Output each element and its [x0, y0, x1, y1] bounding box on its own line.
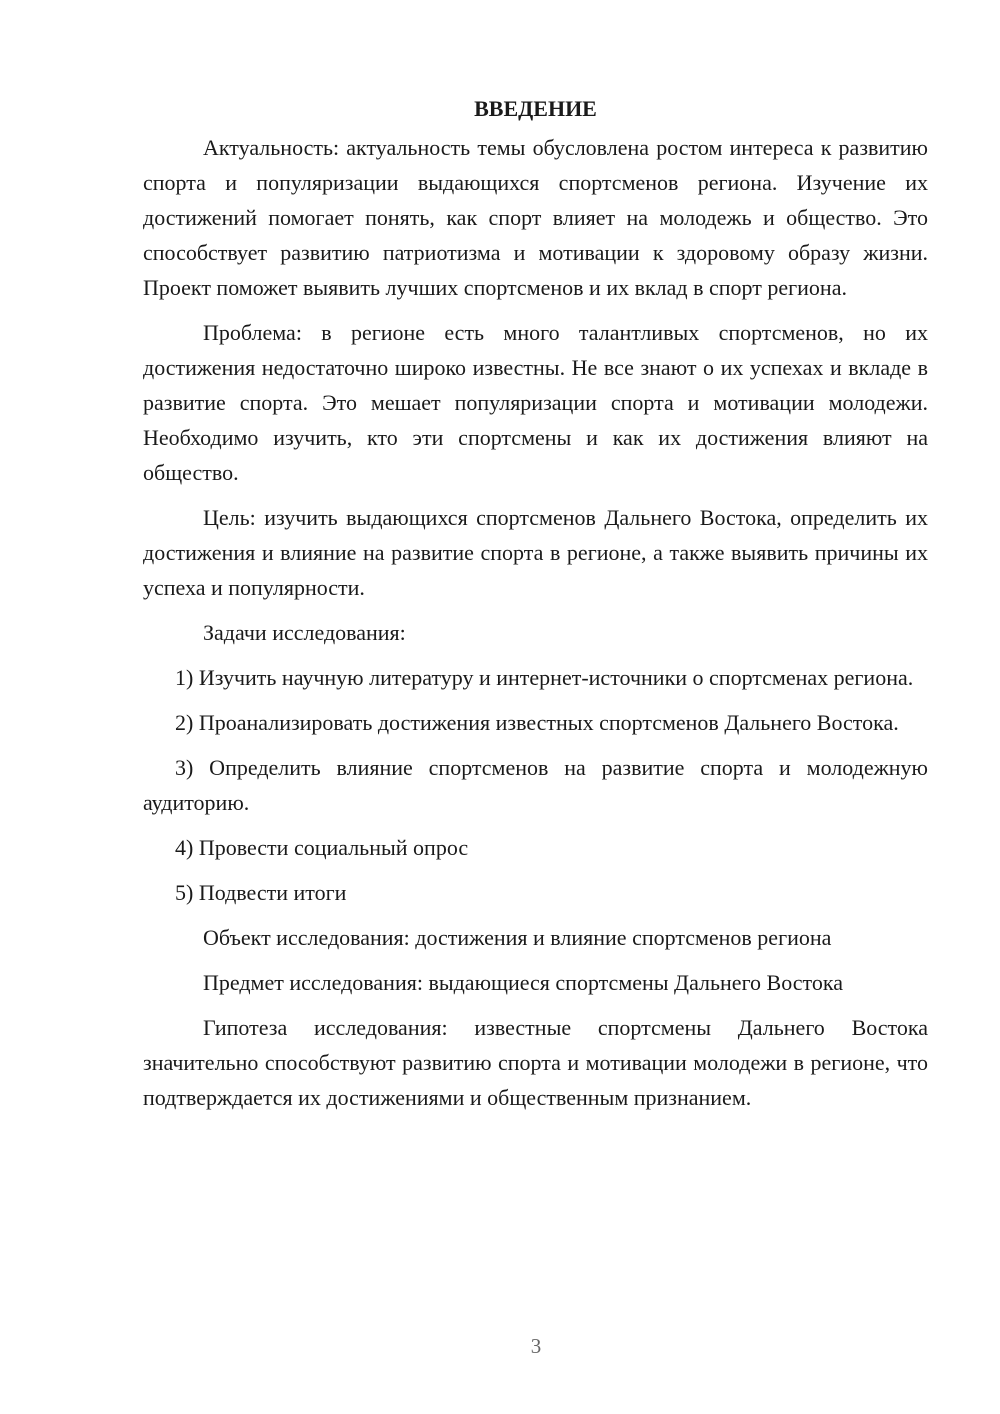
- document-page: [143, 92, 928, 1115]
- problem-paragraph: Проблема: в регионе есть много талантливых спортсменов, но их достижения недостаточно широко известны. Не все знают о их успехах и вкладе в развитие спорта. Это мешает популяризации спорта и мотивации молодежи. Необходимо изучить, кто эти спортсмены и как их достижения влияют на общество.: [143, 320, 928, 485]
- relevance-paragraph: Актуальность: актуальность темы обусловлена ростом интереса к развитию спорта и популяризации выдающихся спортсменов региона. Изучение их достижений помогает понять, как спорт влияет на молодежь и общество. Это способствует развитию патриотизма и мотивации к здоровому образу жизни. Проект поможет выявить лучших спортсменов и их вклад в спорт региона.: [143, 135, 928, 300]
- page-number: 3: [530, 1334, 542, 1358]
- task-item-3: 3) Определить влияние спортсменов на развитие спорта и молодежную аудиторию.: [143, 755, 928, 815]
- tasks-heading: Задачи исследования:: [203, 620, 406, 645]
- task-item-1: 1) Изучить научную литературу и интернет-источники о спортсменах региона.: [175, 665, 914, 690]
- task-item-5: 5) Подвести итоги: [175, 880, 347, 905]
- page-title: ВВЕДЕНИЕ: [474, 96, 597, 121]
- hypothesis-paragraph: Гипотеза исследования: известные спортсмены Дальнего Востока значительно способствуют развитию спорта и мотивации молодежи в регионе, что подтверждается их достижениями и общественным признанием.: [143, 1015, 928, 1110]
- research-subject-paragraph: Предмет исследования: выдающиеся спортсмены Дальнего Востока: [203, 970, 843, 995]
- task-item-2: 2) Проанализировать достижения известных спортсменов Дальнего Востока.: [175, 710, 899, 735]
- research-object-paragraph: Объект исследования: достижения и влияние спортсменов региона: [203, 925, 832, 950]
- goal-paragraph: Цель: изучить выдающихся спортсменов Дальнего Востока, определить их достижения и влияние на развитие спорта в регионе, а также выявить причины их успеха и популярности.: [143, 505, 928, 600]
- task-item-4: 4) Провести социальный опрос: [175, 835, 469, 860]
